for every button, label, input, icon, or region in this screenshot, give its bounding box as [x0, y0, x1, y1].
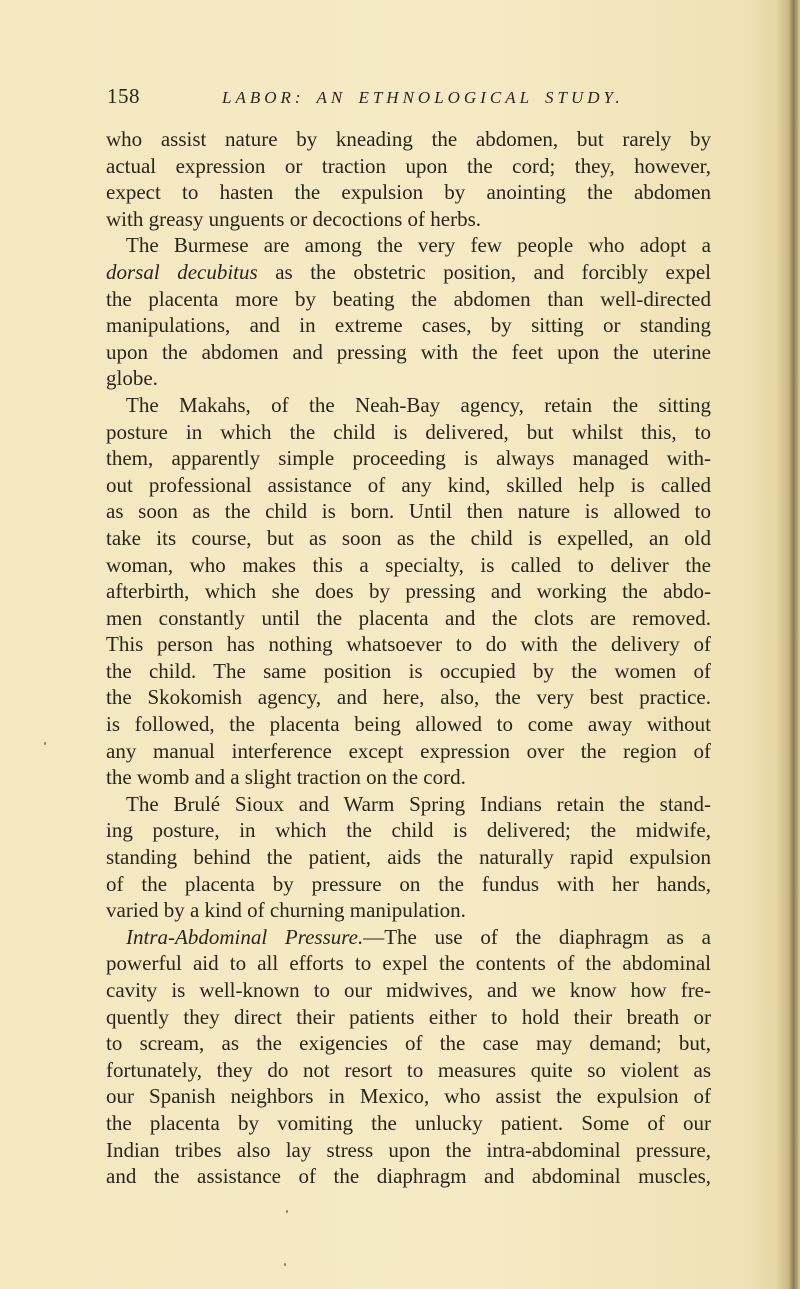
- text-line: them, apparently simple proceeding is always managed with-: [106, 446, 711, 471]
- text-line-mixed: [106, 259, 711, 286]
- text-line: varied by a kind of churning manipulation.: [106, 898, 466, 923]
- scan-speck: [286, 1210, 288, 1213]
- text-line: The Makahs, of the Neah-Bay agency, retain the sitting: [126, 392, 711, 417]
- text-line: upon the abdomen and pressing with the feet upon the uterine: [106, 339, 711, 364]
- text-line: expect to hasten the expulsion by anointing the abdomen: [106, 180, 711, 205]
- running-header: [107, 84, 627, 114]
- text-line: ing posture, in which the child is delivered; the midwife,: [106, 818, 711, 843]
- text-line: posture in which the child is delivered, but whilst this, to: [106, 419, 711, 444]
- text-line: the placenta more by beating the abdomen than well-directed: [106, 286, 711, 311]
- text-line: Indian tribes also lay stress upon the intra-abdominal pressure,: [106, 1137, 711, 1162]
- text-line: who assist nature by kneading the abdomen, but rarely by: [106, 127, 711, 151]
- text-fragment: —The use of the diaphragm as a: [363, 924, 711, 949]
- section-heading: Intra-Abdominal Pressure.: [126, 924, 364, 949]
- paragraph-makahs: [106, 392, 711, 791]
- text-line: and the assistance of the diaphragm and abdominal muscles,: [106, 1164, 711, 1189]
- text-line: This person has nothing whatsoever to do with the delivery of: [106, 632, 711, 657]
- text-line: out professional assistance of any kind, skilled help is called: [106, 472, 711, 497]
- text-line: actual expression or traction upon the cord; they, however,: [106, 153, 711, 178]
- scan-speck: [44, 742, 46, 745]
- text-line: manipulations, and in extreme cases, by sitting or standing: [106, 313, 711, 338]
- text-line-mixed: [106, 924, 711, 951]
- text-line: the womb and a slight traction on the cord.: [106, 765, 466, 790]
- text-line: our Spanish neighbors in Mexico, who assist the expulsion of: [106, 1084, 711, 1109]
- text-line: men constantly until the placenta and the clots are removed.: [106, 605, 711, 630]
- text-line: the child. The same position is occupied by the women of: [106, 658, 711, 683]
- text-line: globe.: [106, 366, 158, 391]
- paragraph-continuation: [106, 126, 711, 232]
- text-line: fortunately, they do not resort to measures quite so violent as: [106, 1057, 711, 1082]
- text-line: powerful aid to all efforts to expel the contents of the abdominal: [106, 951, 711, 976]
- text-line: The Brulé Sioux and Warm Spring Indians retain the stand-: [126, 791, 711, 816]
- body-text: [106, 126, 711, 1190]
- text-line: of the placenta by pressure on the fundus with her hands,: [106, 871, 711, 896]
- text-line: with greasy unguents or decoctions of herbs.: [106, 206, 481, 231]
- scan-speck: [284, 1263, 286, 1266]
- page-number: 158: [107, 84, 140, 108]
- text-line: is followed, the placenta being allowed to come away without: [106, 712, 711, 737]
- paragraph-brule-sioux: [106, 791, 711, 924]
- text-line: quently they direct their patients either to hold their breath or: [106, 1004, 711, 1029]
- text-line: standing behind the patient, aids the naturally rapid expulsion: [106, 845, 711, 870]
- running-title: LABOR: AN ETHNOLOGICAL STUDY.: [222, 88, 624, 107]
- paragraph-intra-abdominal-pressure: [106, 924, 711, 1190]
- text-line: take its course, but as soon as the child is expelled, an old: [106, 525, 711, 550]
- text-fragment: as the obstetric position, and forcibly expel: [257, 259, 711, 284]
- paragraph-burmese: [106, 232, 711, 392]
- text-line: afterbirth, which she does by pressing and working the abdo-: [106, 579, 711, 604]
- text-line: woman, who makes this a specialty, is called to deliver the: [106, 552, 711, 577]
- text-line: the Skokomish agency, and here, also, the very best practice.: [106, 685, 711, 710]
- text-line: as soon as the child is born. Until then nature is allowed to: [106, 499, 711, 524]
- text-line: cavity is well-known to our midwives, and we know how fre-: [106, 978, 711, 1002]
- italic-term: dorsal decubitus: [106, 259, 258, 284]
- text-line: the placenta by vomiting the unlucky patient. Some of our: [106, 1110, 711, 1135]
- text-line: to scream, as the exigencies of the case may demand; but,: [106, 1031, 711, 1056]
- text-line: any manual interference except expression over the region of: [106, 738, 711, 763]
- text-line: The Burmese are among the very few people who adopt a: [126, 233, 711, 258]
